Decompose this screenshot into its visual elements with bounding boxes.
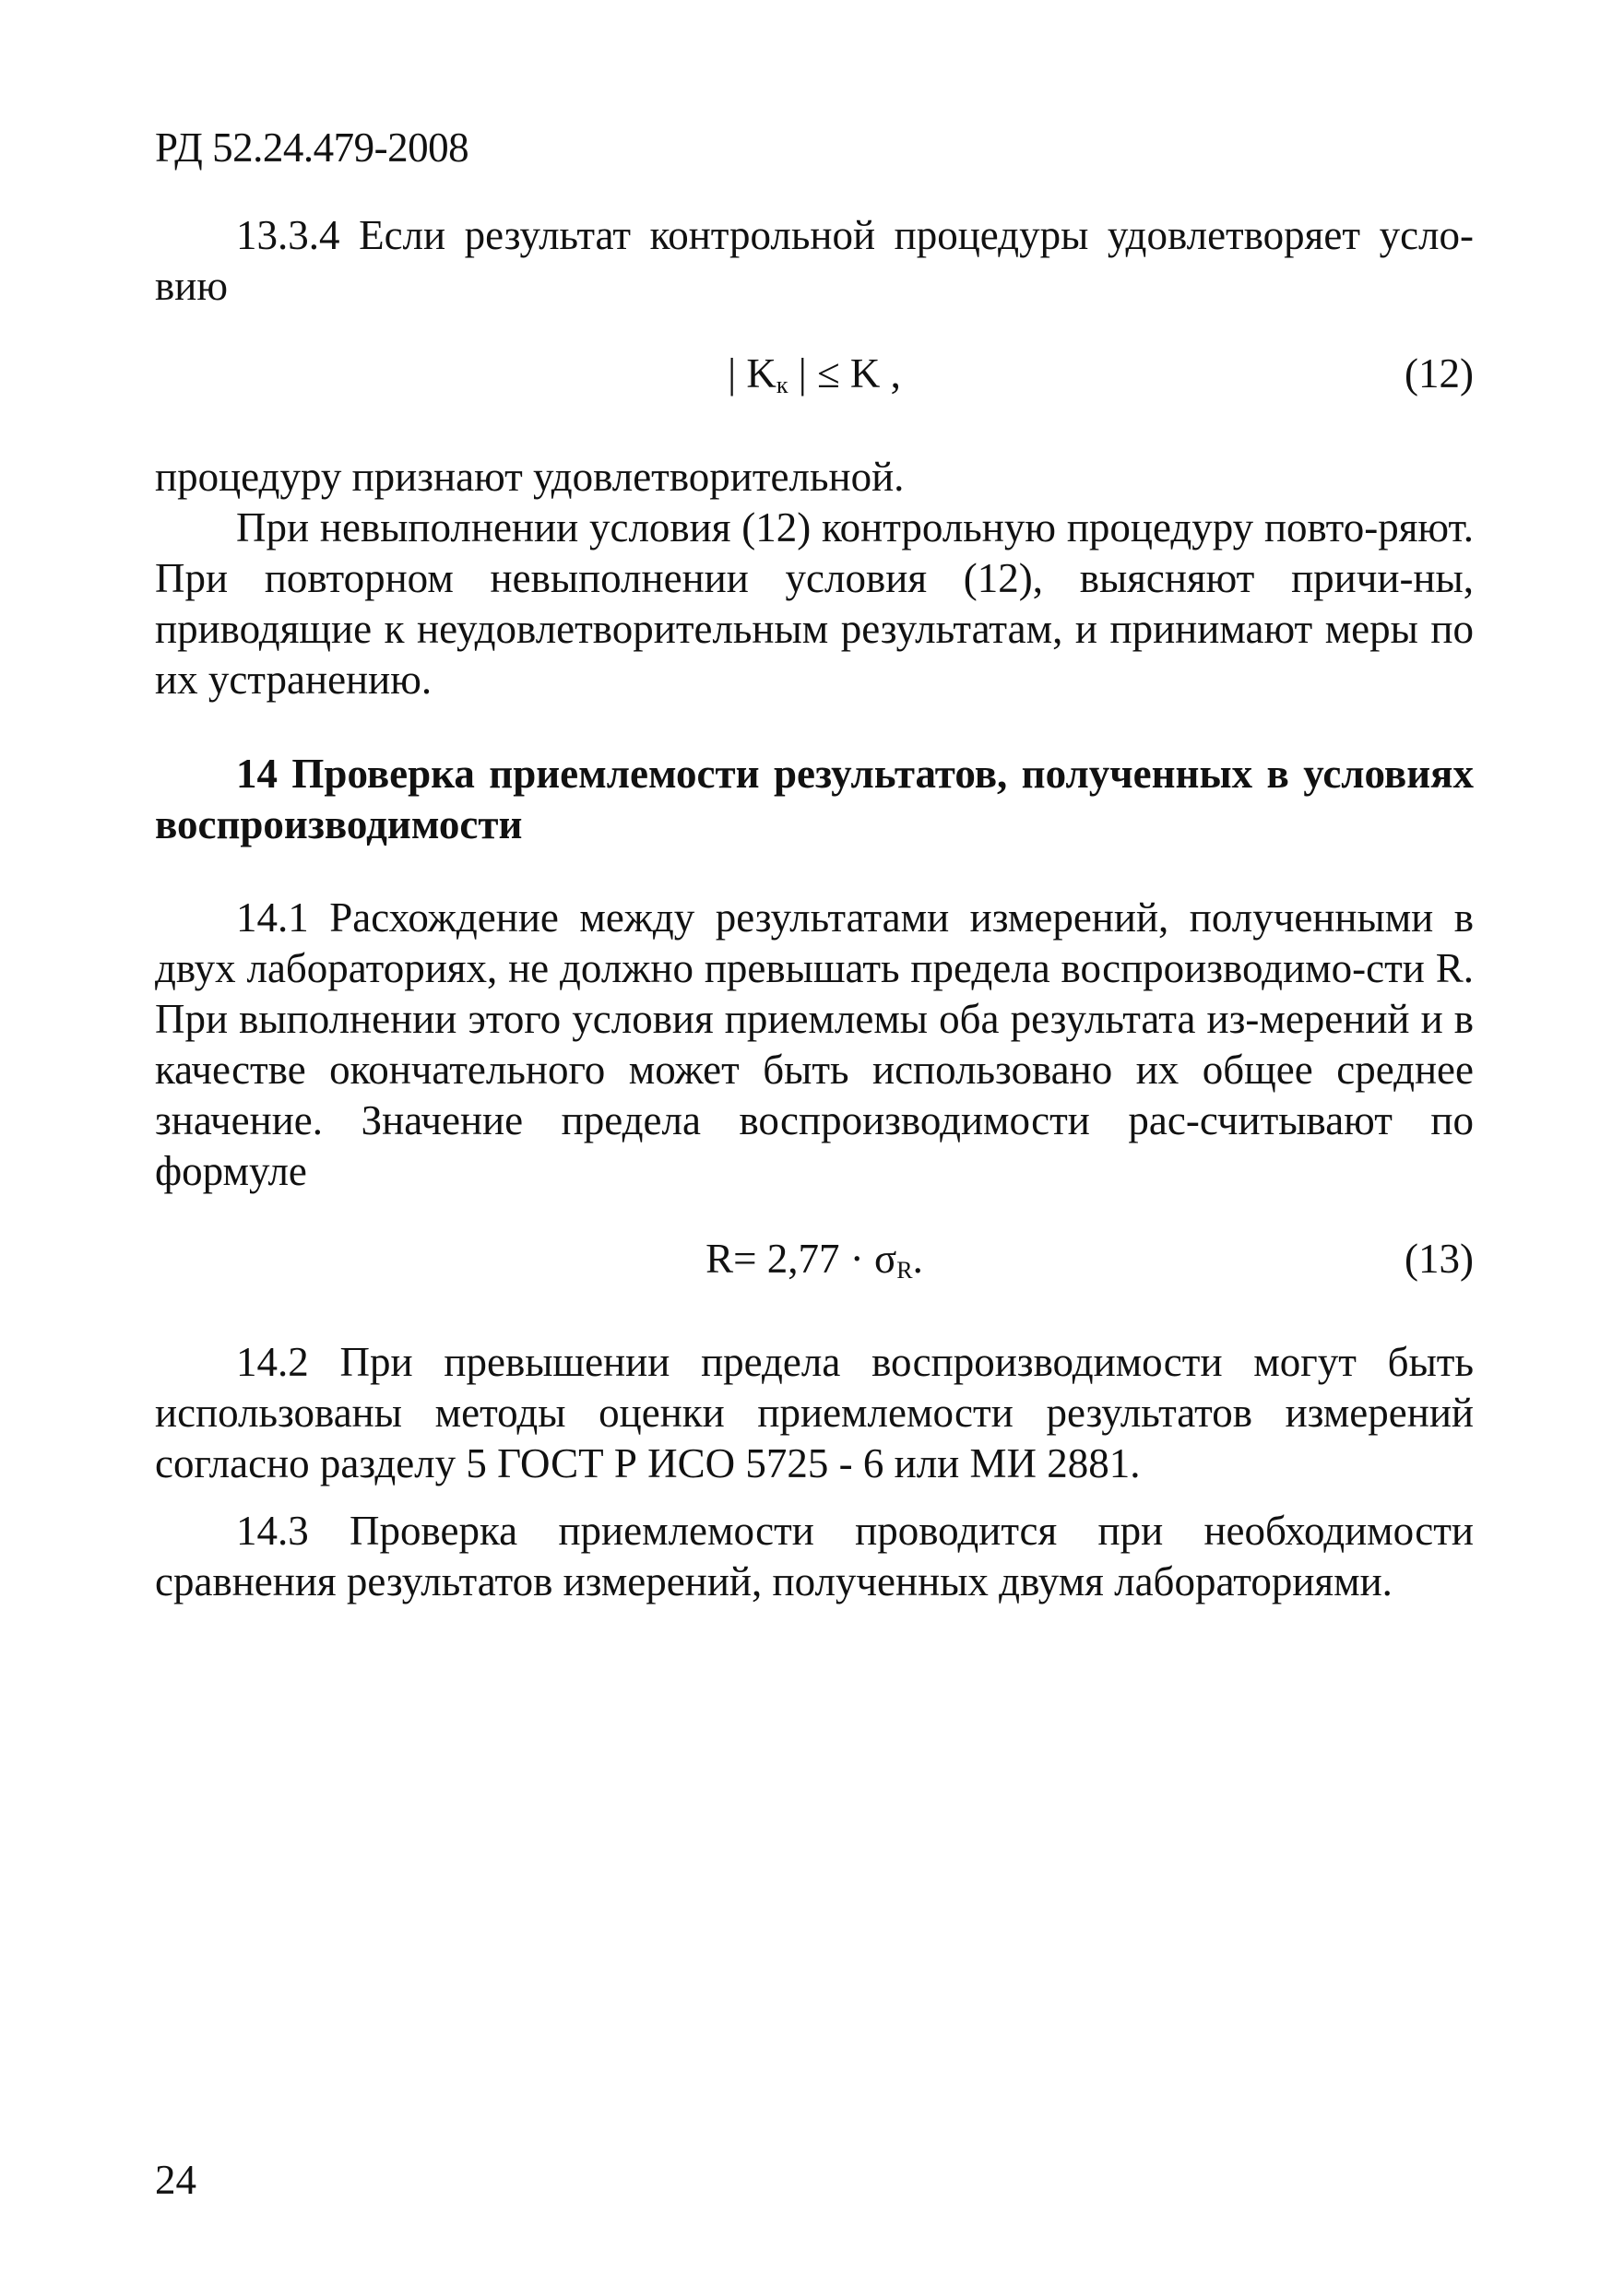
formula-12-subscript: к: [776, 372, 788, 398]
formula-12-number: (12): [1405, 350, 1474, 397]
formula-13: [155, 1234, 1474, 1296]
clause-14-3: 14.3 Проверка приемлемости проводится при необходимости сравнения результатов измерений, полученных двумя лабораториями.: [155, 1508, 1474, 1604]
page-number: 24: [155, 2157, 196, 2203]
formula-12: [155, 349, 1474, 410]
formula-13-subscript: R: [896, 1257, 913, 1284]
formula-12-tail: | ≤ K ,: [788, 350, 901, 397]
section-14-heading: 14 Проверка приемлемости результатов, полученных в условиях воспроизводимости: [155, 751, 1474, 847]
clause-13-3-4-intro: 13.3.4 Если результат контрольной процедуры удовлетворяет усло-вию: [155, 212, 1474, 309]
formula-13-number: (13): [1405, 1236, 1474, 1282]
formula-12-row: [155, 349, 1474, 399]
clause-14-2: 14.2 При превышении предела воспроизводимости могут быть использованы методы оценки приемлемости результатов измерений согласно разделу 5 ГОСТ Р ИСО 5725 - 6 или МИ 2881.: [155, 1339, 1474, 1486]
document-code-header: РД 52.24.479-2008: [155, 124, 469, 171]
formula-13-main: R= 2,77 · σ: [705, 1236, 897, 1282]
formula-13-tail: .: [912, 1236, 923, 1282]
clause-13-3-4-paragraph: При невыполнении условия (12) контрольную процедуру повто-ряют. При повторном невыполнении условия (12), выясняют причи-ны, приводящие к неудовлетворительным результатам, и принимают меры по их устранению.: [155, 504, 1474, 703]
formula-13-row: [155, 1234, 1474, 1285]
clause-13-3-4-after-formula: процедуру признают удовлетворительной.: [155, 454, 905, 500]
clause-14-1: 14.1 Расхождение между результатами измерений, полученными в двух лабораториях, не должно превышать предела воспроизводимо-сти R. При выполнении этого условия приемлемы оба результата из-мерений и в качестве окончательного может быть использовано их общее среднее значение. Значение предела воспроизводимости рас-считывают по формуле: [155, 894, 1474, 1194]
formula-12-main: | K: [728, 350, 776, 397]
